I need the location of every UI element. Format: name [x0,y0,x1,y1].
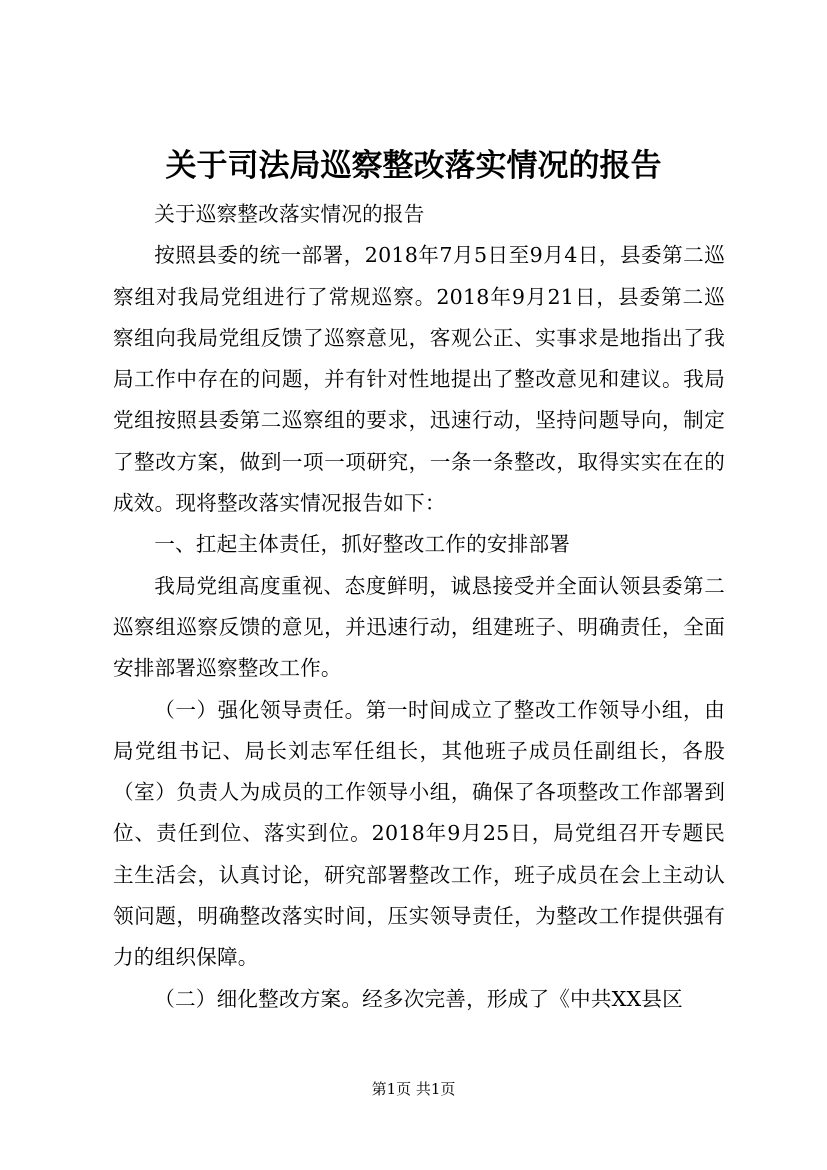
subtitle-paragraph: 关于巡察整改落实情况的报告 [154,202,425,226]
section-1-paragraph: 我局党组高度重视、态度鲜明，诚恳接受并全面认领县委第二巡察组巡察反馈的意见，并迅速行动，组建班子、明确责任，全面安排部署巡察整改工作。 [113,573,725,681]
page-number-footer: 第1页 共1页 [371,1080,456,1098]
intro-paragraph: 按照县委的统一部署，2018年7月5日至9月4日，县委第二巡察组对我局党组进行了常规巡察。2018年9月21日，县委第二巡察组向我局党组反馈了巡察意见，客观公正、实事求是地指出了我局工作中存在的问题，并有针对性地提出了整改意见和建议。我局党组按照县委第二巡察组的要求，迅速行动，坚持问题导向，制定了整改方案，做到一项一项研究，一条一条整改，取得实实在在的成效。现将整改落实情况报告如下： [113,243,725,516]
subsection-2-paragraph: （二）细化整改方案。经多次完善，形成了《中共XX县区 [154,986,683,1011]
section-heading-1: 一、扛起主体责任，抓好整改工作的安排部署 [154,532,571,557]
document-body [113,194,725,1020]
document-title: 关于司法局巡察整改落实情况的报告 [165,148,662,184]
subsection-1-paragraph: （一）强化领导责任。第一时间成立了整改工作领导小组，由局党组书记、局长刘志军任组长，其他班子成员任副组长，各股（室）负责人为成员的工作领导小组，确保了各项整改工作部署到位、责任到位、落实到位。2018年9月25日，局党组召开专题民主生活会，认真讨论，研究部署整改工作，班子成员在会上主动认领问题，明确整改落实时间，压实领导责任，为整改工作提供强有力的组织保障。 [113,697,725,970]
